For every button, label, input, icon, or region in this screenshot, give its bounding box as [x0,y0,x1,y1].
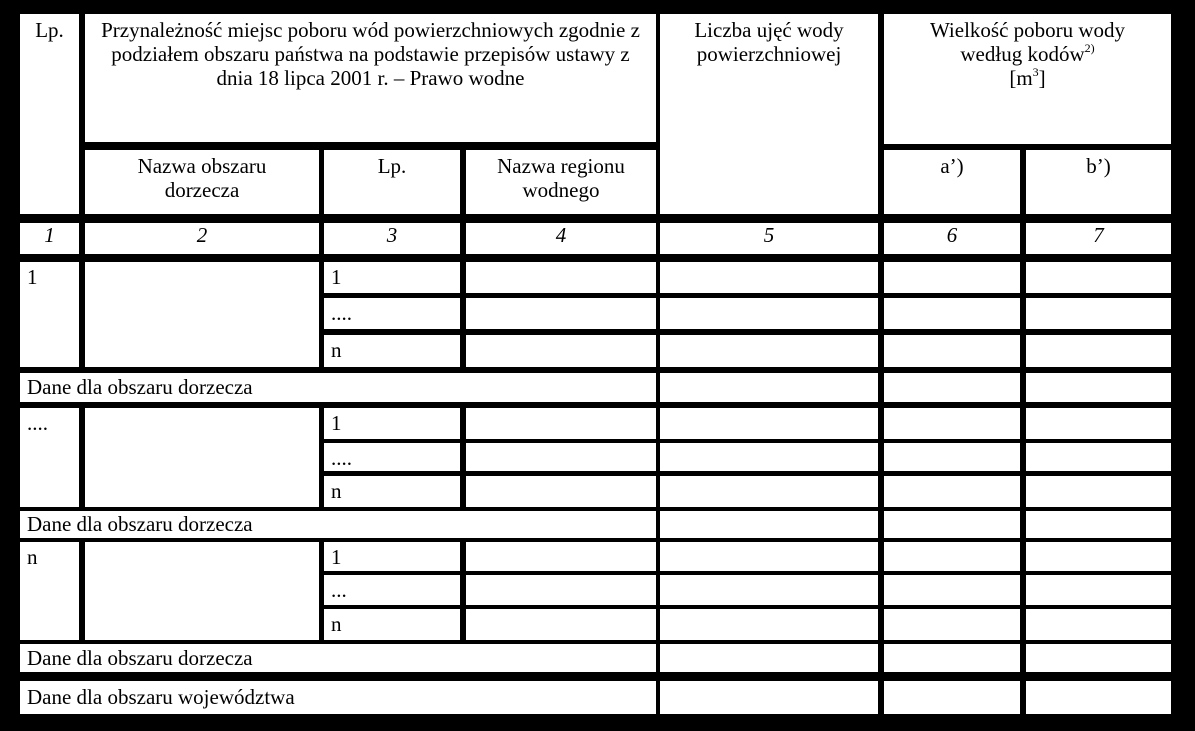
header-code-b-text: b’) [1086,154,1111,178]
header-lp-text: Lp. [35,18,64,42]
group-lp: n [20,542,79,640]
data-cell [466,476,656,507]
data-cell [1026,408,1171,439]
data-cell [660,681,878,714]
data-cell [1026,335,1171,367]
data-cell [466,575,656,605]
data-cell [466,298,656,329]
header-lp [20,14,79,214]
data-cell [660,262,878,293]
sub-row-lp: .... [324,298,460,329]
header-volume-unit [884,66,1171,90]
header-region-name [466,150,656,214]
data-cell [660,443,878,471]
data-cell [466,262,656,293]
data-cell [884,335,1020,367]
data-cell [1026,511,1171,538]
header-code-b [1026,150,1171,214]
data-cell [1026,373,1171,402]
data-cell [884,443,1020,471]
sub-row-lp: 1 [324,542,460,571]
column-number: 5 [660,223,878,254]
voivodeship-summary-label: Dane dla obszaru województwa [20,681,656,714]
data-cell [884,644,1020,672]
data-cell [884,373,1020,402]
data-cell [660,408,878,439]
header-code-a [884,150,1020,214]
header-basin-name [85,150,319,214]
sub-row-lp: .... [324,443,460,471]
data-cell [884,262,1020,293]
basin-summary-label: Dane dla obszaru dorzecza [20,511,656,538]
header-volume [884,14,1171,144]
header-affiliation-text: Przynależność miejsc poboru wód powierzchniowych zgodnie z podziałem obszaru państwa na podstawie przepisów ustawy z dnia 18 lipca 2001 r. – Prawo wodne [101,18,640,90]
header-intake-count [660,14,878,214]
unit-open: [m [1009,66,1033,90]
data-cell [660,476,878,507]
data-cell [1026,681,1171,714]
data-cell [884,609,1020,640]
sub-row-lp: n [324,335,460,367]
sub-row-lp: n [324,609,460,640]
column-number: 6 [884,223,1020,254]
data-cell [660,511,878,538]
data-cell [884,542,1020,571]
data-cell [1026,644,1171,672]
unit-close: ] [1038,66,1046,90]
column-number: 3 [324,223,460,254]
unit-exponent: 3 [1032,65,1039,79]
data-cell [1026,262,1171,293]
header-basin-name-text: Nazwa obszaru dorzecza [137,154,267,202]
data-cell [660,373,878,402]
group-basin-name [85,262,319,367]
header-intake-count-text: Liczba ujęć wody powierzchniowej [694,18,844,66]
header-volume-text [884,14,1171,66]
sub-row-lp: n [324,476,460,507]
header-affiliation [85,14,656,142]
sub-row-lp: 1 [324,408,460,439]
data-cell [884,681,1020,714]
column-number: 7 [1026,223,1171,254]
data-cell [1026,298,1171,329]
data-cell [1026,443,1171,471]
data-cell [1026,476,1171,507]
column-number: 1 [20,223,79,254]
group-basin-name [85,408,319,507]
data-cell [1026,609,1171,640]
data-cell [660,542,878,571]
header-region-name-text: Nazwa regionu wodnego [497,154,625,202]
data-cell [660,644,878,672]
group-lp: .... [20,408,79,507]
header-lp-sub [324,150,460,214]
sub-row-lp: 1 [324,262,460,293]
data-cell [884,476,1020,507]
header-lp-sub-text: Lp. [377,154,407,178]
basin-summary-label: Dane dla obszaru dorzecza [20,373,656,402]
data-cell [466,542,656,571]
data-cell [466,408,656,439]
header-volume-label: Wielkość poboru wody według kodów [929,18,1126,66]
data-cell [884,511,1020,538]
data-cell [466,609,656,640]
data-cell [884,408,1020,439]
column-number: 4 [466,223,656,254]
data-cell [884,298,1020,329]
header-volume-footnote: 2) [1084,41,1095,55]
data-cell [660,298,878,329]
data-cell [660,575,878,605]
sub-row-lp: ... [324,575,460,605]
group-basin-name [85,542,319,640]
column-number: 2 [85,223,319,254]
data-cell [1026,575,1171,605]
data-cell [466,335,656,367]
data-cell [660,609,878,640]
data-cell [884,575,1020,605]
group-lp: 1 [20,262,79,367]
data-cell [466,443,656,471]
basin-summary-label: Dane dla obszaru dorzecza [20,644,656,672]
data-cell [1026,542,1171,571]
data-cell [660,335,878,367]
header-code-a-text: a’) [940,154,964,178]
